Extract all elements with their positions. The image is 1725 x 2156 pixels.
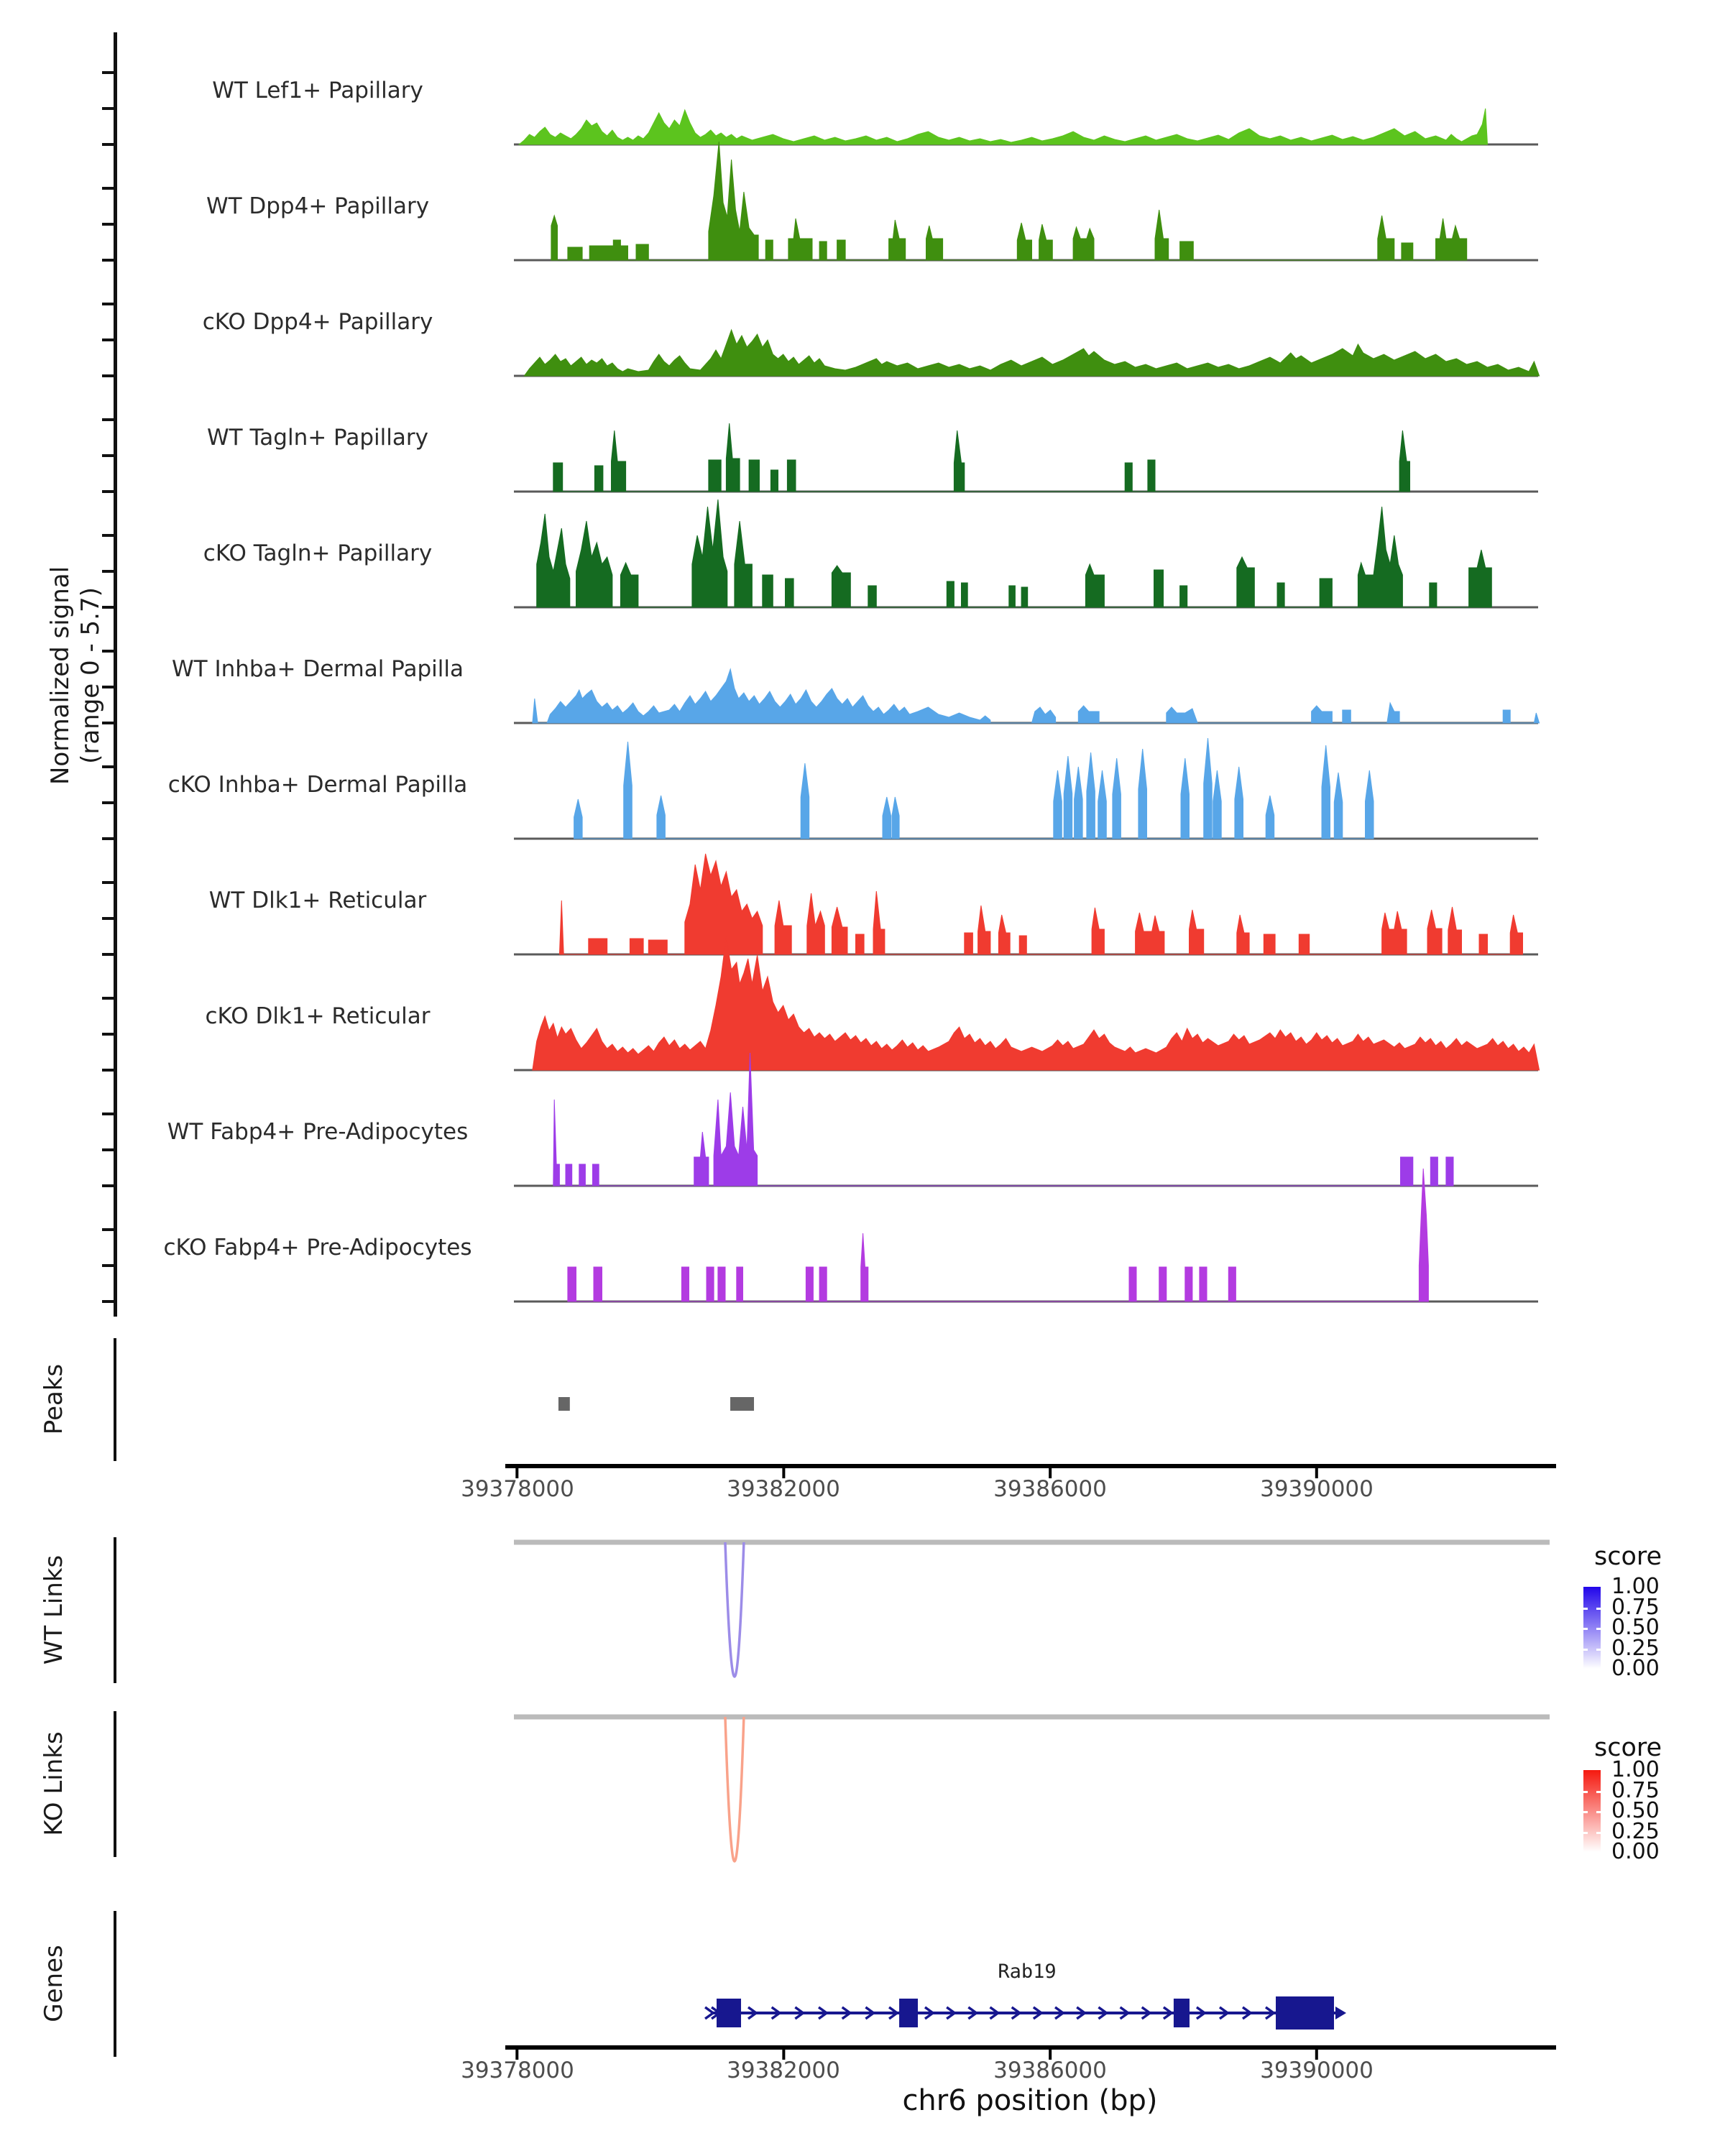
wt-links-legend-title: score: [1593, 1542, 1662, 1571]
y-axis-label: [45, 566, 106, 785]
colorbar-notch: [1596, 1811, 1601, 1813]
legend-label: 0.25: [1611, 1635, 1660, 1661]
colorbar-notch: [1583, 1832, 1588, 1834]
colorbar-notch: [1596, 1649, 1601, 1651]
colorbar-notch: [1583, 1628, 1588, 1630]
legend-label: 0.25: [1611, 1818, 1660, 1844]
colorbar-notch: [1583, 1791, 1588, 1793]
track-label-cko-inhba: cKO Inhba+ Dermal Papilla: [167, 772, 468, 798]
colorbar-notch: [1596, 1832, 1601, 1834]
legend-label: 0.00: [1611, 1839, 1660, 1864]
x-tick-top-39382000: 39382000: [727, 1476, 840, 1502]
legend-label: 1.00: [1611, 1574, 1660, 1599]
legend-label: 0.50: [1611, 1615, 1660, 1640]
gene-name-label: Rab19: [998, 1961, 1057, 1983]
y-axis-label-line1: Normalized signal: [46, 566, 75, 786]
legend-label: 0.75: [1611, 1594, 1660, 1620]
track-label-cko-dpp4: cKO Dpp4+ Papillary: [202, 309, 433, 335]
section-label-genes: Genes: [40, 1945, 68, 2022]
x-tick-top-39386000: 39386000: [993, 1476, 1107, 1502]
legend-label: 0.00: [1611, 1656, 1660, 1681]
colorbar-notch: [1596, 1608, 1601, 1610]
ko-links-legend-labels: [1611, 1757, 1705, 1864]
wt-links-legend-labels: [1611, 1574, 1705, 1681]
x-axis-title: chr6 position (bp): [902, 2084, 1158, 2117]
x-tick-top-39390000: 39390000: [1260, 1476, 1374, 1502]
track-label-wt-dlk1: WT Dlk1+ Reticular: [208, 888, 427, 913]
track-label-wt-inhba: WT Inhba+ Dermal Papilla: [172, 656, 464, 682]
track-label-wt-lef1: WT Lef1+ Papillary: [212, 78, 423, 103]
colorbar-notch: [1583, 1811, 1588, 1813]
y-axis-label-line2: (range 0 - 5.7): [76, 587, 105, 764]
section-label-ko-links: KO Links: [40, 1731, 68, 1836]
x-tick-bottom-39378000: 39378000: [461, 2058, 574, 2083]
ko-links-score-colorbar: [1583, 1770, 1601, 1852]
track-label-cko-tagln: cKO Tagln+ Papillary: [203, 540, 433, 566]
colorbar-notch: [1596, 1628, 1601, 1630]
ko-links-legend-title: score: [1593, 1733, 1662, 1762]
x-tick-bottom-39382000: 39382000: [727, 2058, 840, 2083]
legend-label: 1.00: [1611, 1757, 1660, 1782]
track-label-cko-fabp4: cKO Fabp4+ Pre-Adipocytes: [163, 1235, 472, 1261]
colorbar-notch: [1583, 1649, 1588, 1651]
x-tick-bottom-39386000: 39386000: [993, 2058, 1107, 2083]
colorbar-notch: [1596, 1791, 1601, 1793]
x-tick-top-39378000: 39378000: [461, 1476, 574, 1502]
track-label-wt-dpp4: WT Dpp4+ Papillary: [206, 193, 430, 219]
track-label-wt-tagln: WT Tagln+ Papillary: [207, 425, 428, 451]
legend-label: 0.50: [1611, 1798, 1660, 1823]
colorbar-notch: [1583, 1608, 1588, 1610]
legend-label: 0.75: [1611, 1777, 1660, 1803]
track-label-wt-fabp4: WT Fabp4+ Pre-Adipocytes: [167, 1119, 469, 1145]
section-label-wt-links: WT Links: [40, 1554, 68, 1665]
x-tick-bottom-39390000: 39390000: [1260, 2058, 1374, 2083]
track-label-cko-dlk1: cKO Dlk1+ Reticular: [205, 1003, 431, 1029]
wt-links-score-colorbar: [1583, 1587, 1601, 1669]
section-label-peaks: Peaks: [40, 1363, 68, 1435]
